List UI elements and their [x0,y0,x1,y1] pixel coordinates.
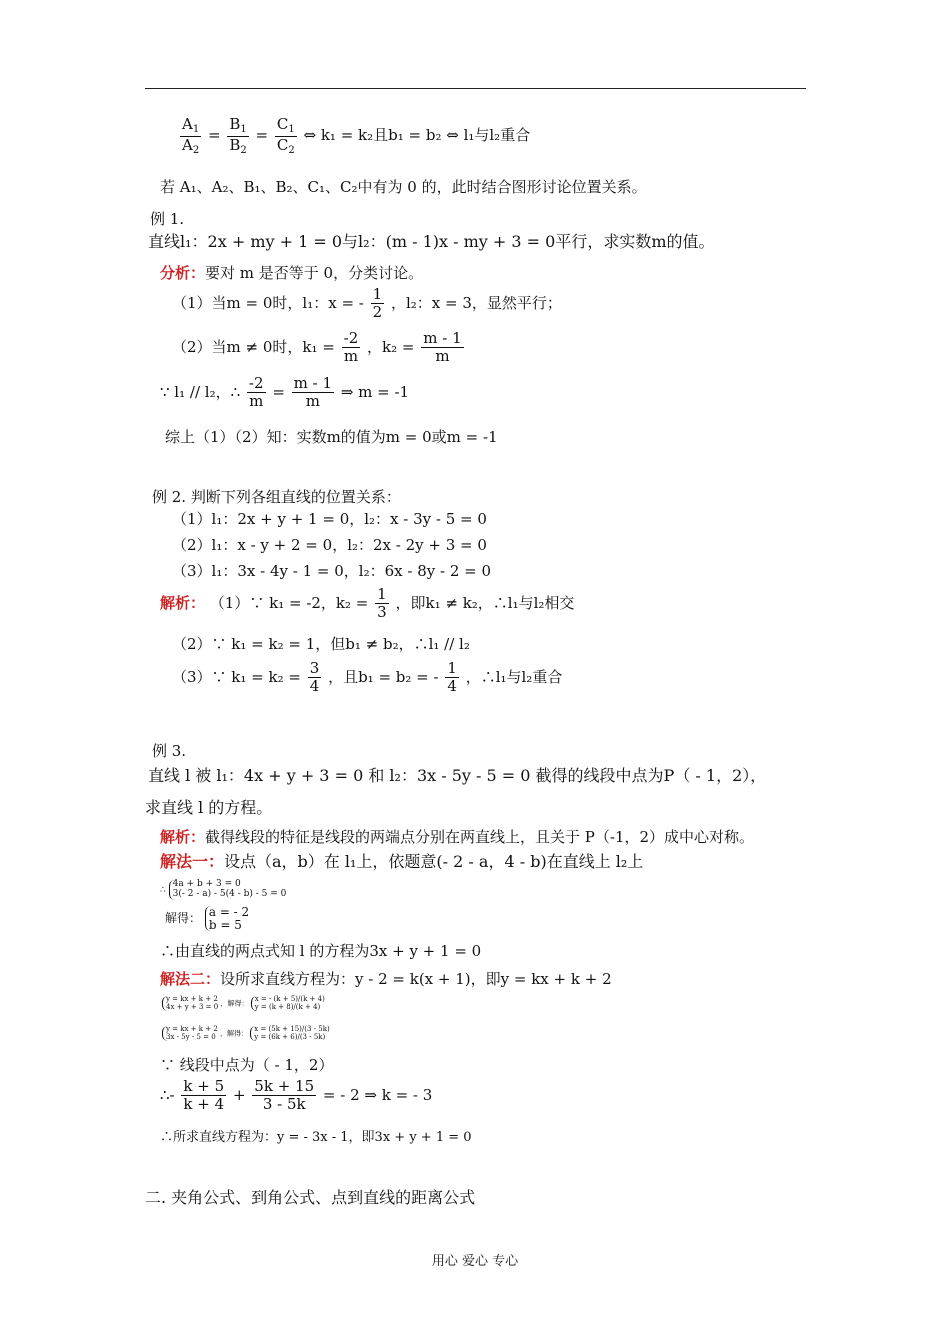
example1-since: ∵ l₁ // l₂，∴ $\frac{-2}{m}$ = $\frac{m - 1}{m}$ ⇒ m = -1 [160,374,410,411]
example1-conclusion: 综上（1）（2）知：实数m的值为m = 0或m = -1 [165,428,498,446]
method1-system: ∴ 4a + b + 3 = 0 3(- 2 - a) - 5(4 - b) - 5 = 0 [160,879,287,899]
ratio-equation: $\frac{A_1}{A_2}$ = $\frac{B_1}{B_2}$ = $\frac{C_1}{C_2}$ ⇔ k₁ = k₂且b₁ = b₂ ⇔ l₁与l₂重合 [182,115,531,156]
example1-case2: （2）当m ≠ 0时，k₁ = $\frac{-2}{m}$ ，k₂ = $\frac{m - 1}{m}$ [172,329,462,366]
method2-conclusion: ∴所求直线方程为：y = - 3x - 1，即3x + y + 1 = 0 [160,1130,472,1145]
method1-intro: 解法一：设点（a，b）在 l₁上，依题意(- 2 - a，4 - b)在直线上 l₂上 [160,852,644,871]
example2-item2: （2）l₁：x - y + 2 = 0，l₂：2x - 2y + 3 = 0 [172,536,487,554]
example2-solution3: （3）∵ k₁ = k₂ = $\frac{3}{4}$ ，且b₁ = b₂ = - $\frac{1}{4}$ ，∴l₁与l₂重合 [172,659,563,696]
example2-title: 例 2. 判断下列各组直线的位置关系： [152,488,401,506]
example3-problem-line2: 求直线 l 的方程。 [145,798,273,817]
example3-analysis: 解析：截得线段的特征是线段的两端点分别在两直线上，且关于 P（-1，2）成中心对称。 [160,828,755,846]
example3-problem-line1: 直线 l 被 l₁：4x + y + 3 = 0 和 l₂：3x - 5y - 5 = 0 截得的线段中点为P（ - 1，2）， [148,766,767,785]
method2-intro: 解法二：设所求直线方程为：y - 2 = k(x + 1)，即y = kx + k + 2 [160,970,612,988]
note-zero: 若 A₁、A₂、B₁、B₂、C₁、C₂中有为 0 的，此时结合图形讨论位置关系。 [160,178,647,196]
method1-conclusion: ∴由直线的两点式知 l 的方程为3x + y + 1 = 0 [160,942,482,960]
method1-solution: 解得： a = - 2 b = 5 [165,905,250,932]
example1-problem: 直线l₁：2x + my + 1 = 0与l₂：(m - 1)x - my + 3 = 0平行，求实数m的值。 [148,232,715,251]
example2-item1: （1）l₁：2x + y + 1 = 0，l₂：x - 3y - 5 = 0 [172,510,487,528]
method2-midpoint: ∵ 线段中点为（ - 1，2） [160,1056,334,1074]
example2-item3: （3）l₁：3x - 4y - 1 = 0，l₂：6x - 8y - 2 = 0 [172,562,492,580]
example1-case1: （1）当m = 0时，l₁：x = - $\frac{1}{2}$ ，l₂：x = 3，显然平行； [172,285,562,322]
method2-system2: y = kx + k + 2 3x - 5y - 5 = 0 ，解得： x = (5k + 15)/(3 - 5k) y = (6k + 6)/(3 - 5k) [162,1026,330,1041]
header-rule [145,88,806,89]
page-footer: 用心 爱心 专心 [431,1254,519,1269]
example1-analysis: 分析：要对 m 是否等于 0，分类讨论。 [160,264,424,282]
example2-solution2: （2）∵ k₁ = k₂ = 1，但b₁ ≠ b₂，∴l₁ // l₂ [172,635,470,653]
example3-title: 例 3. [152,742,187,760]
example1-title: 例 1. [150,210,185,228]
method2-system1: y = kx + k + 2 4x + y + 3 = 0 ，解得： x = - (k + 5)/(k + 4) y = (k + 8)/(k + 4) [162,996,325,1011]
example2-solution1: 解析： （1）∵ k₁ = -2，k₂ = $\frac{1}{3}$ ，即k₁ ≠ k₂，∴l₁与l₂相交 [160,585,575,622]
method2-equation: ∴- $\frac{k + 5}{k + 4}$ + $\frac{5k + 15}{3 - 5k}$ = - 2 ⇒ k = - 3 [160,1077,433,1114]
section2-heading: 二. 夹角公式、到角公式、点到直线的距离公式 [145,1188,476,1207]
